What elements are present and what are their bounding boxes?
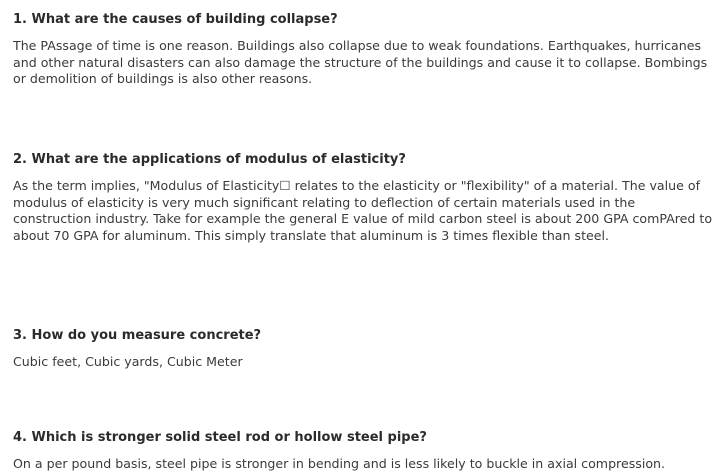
faq-item: [13, 151, 713, 244]
faq-question: 3. How do you measure concrete?: [13, 328, 262, 343]
faq-answer: As the term implies, "Modulus of Elasticity☐ relates to the elasticity or "flexibility" of a material. The value of modulus of elasticity is very much significant relating to deflection of certain materials used in the construction industry. Take for example the general E value of mild carbon steel is about 200 GPA comPAred to about 70 GPA for aluminum. This simply translate that aluminum is 3 times flexible than steel.: [13, 178, 713, 243]
faq-item: [13, 327, 713, 371]
faq-item: [13, 11, 713, 88]
faq-question: 2. What are the applications of modulus of elasticity?: [13, 152, 406, 167]
faq-question: 1. What are the causes of building collapse?: [13, 12, 338, 27]
faq-answer: The PAssage of time is one reason. Buildings also collapse due to weak foundations. Earthquakes, hurricanes and other natural disasters can also damage the structure of the buildings and cause it to collapse. Bombings or demolition of buildings is also other reasons.: [13, 38, 708, 86]
faq-answer: On a per pound basis, steel pipe is stronger in bending and is less likely to buckle in axial compression.: [13, 456, 666, 471]
faq-answer: Cubic feet, Cubic yards, Cubic Meter: [13, 354, 243, 369]
faq-item: [13, 429, 713, 473]
faq-question: 4. Which is stronger solid steel rod or hollow steel pipe?: [13, 430, 427, 445]
